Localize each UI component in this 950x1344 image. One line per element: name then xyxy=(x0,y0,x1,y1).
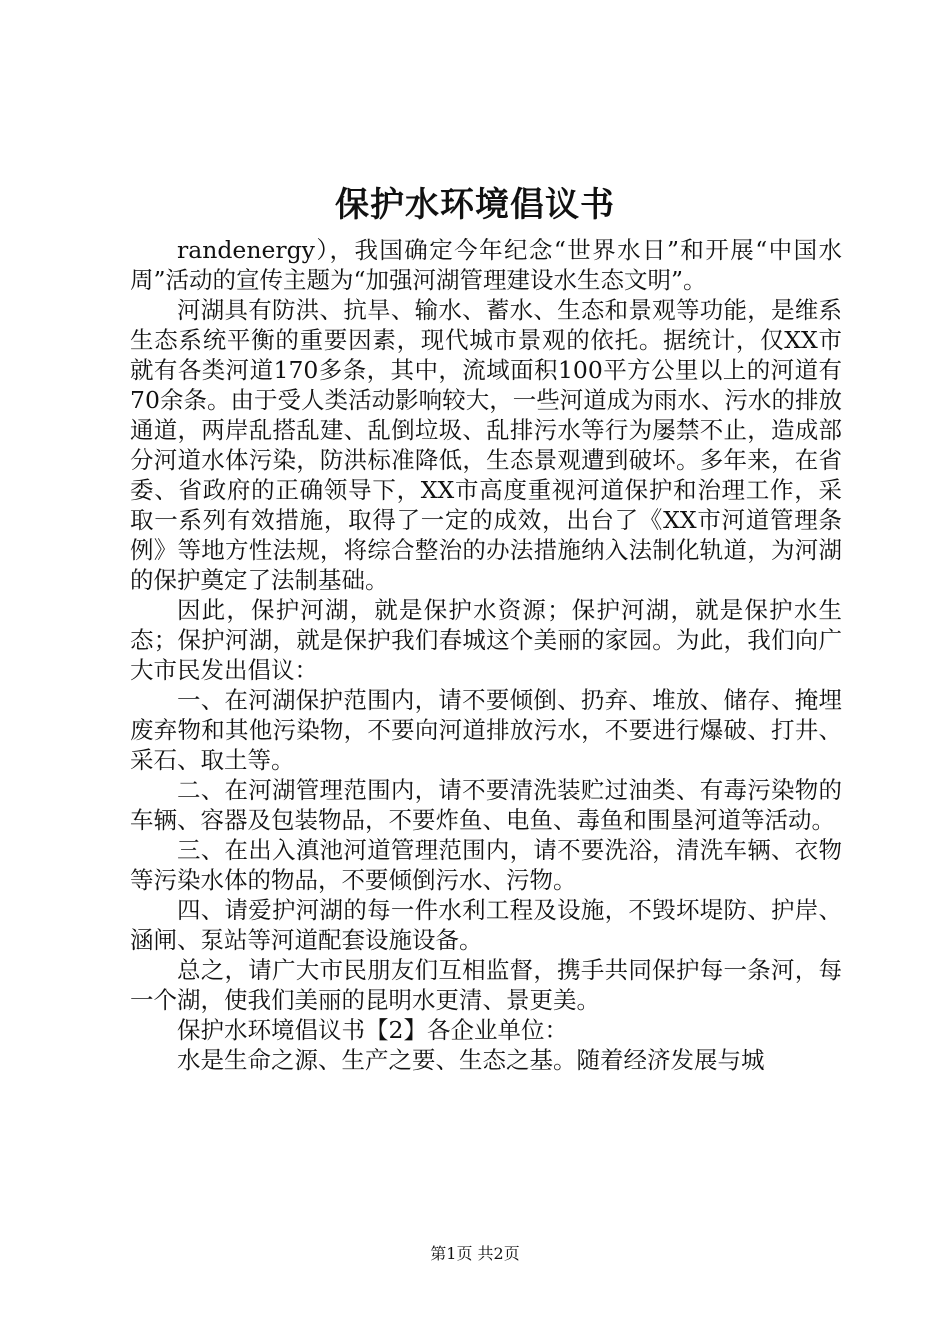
page-number-footer: 第1页 共2页 xyxy=(430,1244,520,1263)
paragraph: 三、在出入滇池河道管理范围内，请不要洗浴，清洗车辆、衣物等污染水体的物品，不要倾倒污水、污物。 xyxy=(130,836,842,894)
paragraph: 总之，请广大市民朋友们互相监督，携手共同保护每一条河，每一个湖，使我们美丽的昆明水更清、景更美。 xyxy=(130,956,842,1014)
paragraph: 因此，保护河湖，就是保护水资源；保护河湖，就是保护水生态；保护河湖，就是保护我们春城这个美丽的家园。为此，我们向广大市民发出倡议： xyxy=(130,596,842,684)
paragraph: randenergy），我国确定今年纪念“世界水日”和开展“中国水周”活动的宣传主题为“加强河湖管理建设水生态文明”。 xyxy=(130,236,842,294)
paragraph: 河湖具有防洪、抗旱、输水、蓄水、生态和景观等功能，是维系生态系统平衡的重要因素，现代城市景观的依托。据统计，仅XX市就有各类河道170多条，其中，流域面积100平方公里以上的河道有70余条。由于受人类活动影响较大，一些河道成为雨水、污水的排放通道，两岸乱搭乱建、乱倒垃圾、乱排污水等行为屡禁不止，造成部分河道水体污染，防洪标准降低，生态景观遭到破坏。多年来，在省委、省政府的正确领导下，XX市高度重视河道保护和治理工作，采取一系列有效措施，取得了一定的成效，出台了《XX市河道管理条例》等地方性法规，将综合整治的办法措施纳入法制化轨道，为河湖的保护奠定了法制基础。 xyxy=(130,296,842,594)
document-body xyxy=(130,235,842,1075)
paragraph: 一、在河湖保护范围内，请不要倾倒、扔弃、堆放、储存、掩埋废弃物和其他污染物，不要向河道排放污水，不要进行爆破、打井、采石、取土等。 xyxy=(130,686,842,774)
document-title: 保护水环境倡议书 xyxy=(335,185,615,225)
paragraph: 二、在河湖管理范围内，请不要清洗装贮过油类、有毒污染物的车辆、容器及包装物品，不要炸鱼、电鱼、毒鱼和围垦河道等活动。 xyxy=(130,776,842,834)
paragraph: 四、请爱护河湖的每一件水利工程及设施，不毁坏堤防、护岸、涵闸、泵站等河道配套设施设备。 xyxy=(130,896,842,954)
paragraph: 保护水环境倡议书【2】各企业单位： xyxy=(177,1016,568,1044)
paragraph: 水是生命之源、生产之要、生态之基。随着经济发展与城 xyxy=(177,1046,765,1074)
